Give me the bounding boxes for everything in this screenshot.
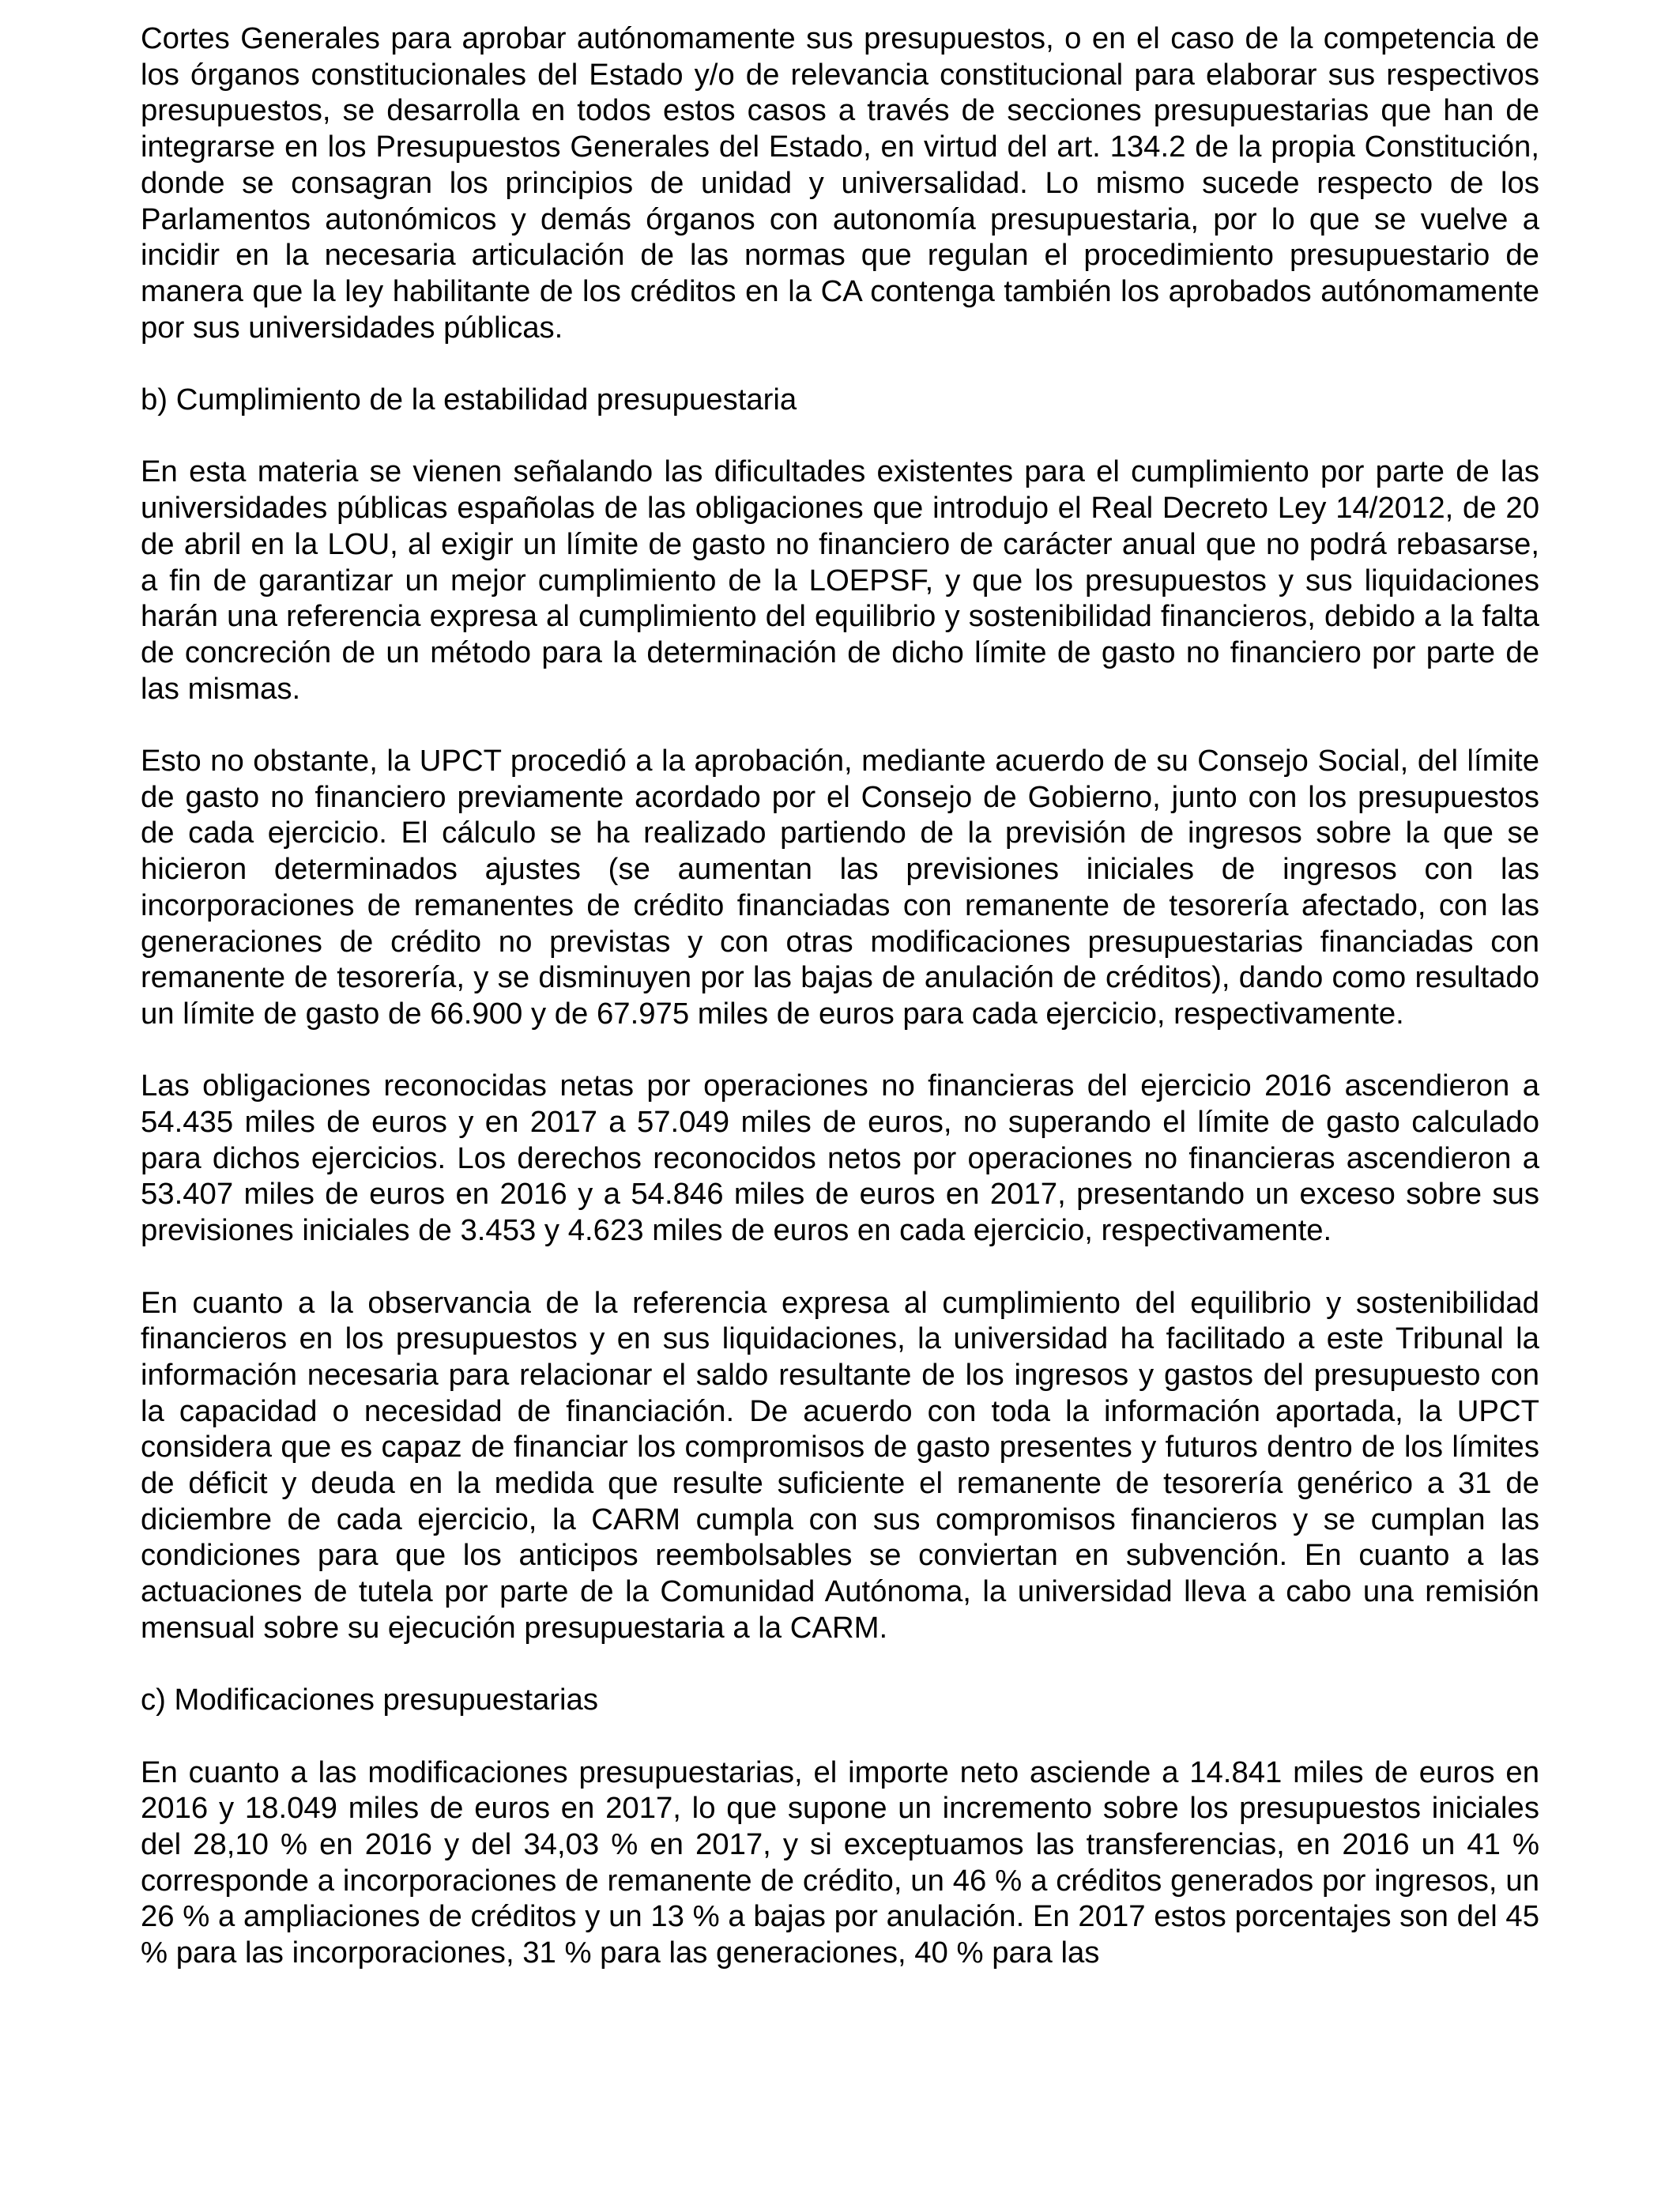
paragraph-cortes-generales: Cortes Generales para aprobar autónomamente sus presupuestos, o en el caso de la competencia de los órganos constitucionales del Estado y/o de relevancia constitucional para elaborar sus respectivos presupuestos, se desarrolla en todos estos casos a través de secciones presupuestarias que han de integrarse en los Presupuestos Generales del Estado, en virtud del art. 134.2 de la propia Constitución, donde se consagran los principios de unidad y universalidad. Lo mismo sucede respecto de los Parlamentos autonómicos y demás órganos con autonomía presupuestaria, por lo que se vuelve a incidir en la necesaria articulación de las normas que regulan el procedimiento presupuestario de manera que la ley habilitante de los créditos en la CA contenga también los aprobados autónomamente por sus universidades públicas. [141,21,1539,345]
paragraph-limite-gasto: Esto no obstante, la UPCT procedió a la aprobación, mediante acuerdo de su Consejo Social, del límite de gasto no financiero previamente acordado por el Consejo de Gobierno, junto con los presupuestos de cada ejercicio. El cálculo se ha realizado partiendo de la previsión de ingresos sobre la que se hicieron determinados ajustes (se aumentan las previsiones iniciales de ingresos con las incorporaciones de remanentes de crédito financiadas con remanente de tesorería afectado, con las generaciones de crédito no previstas y con otras modificaciones presupuestarias financiadas con remanente de tesorería, y se disminuyen por las bajas de anulación de créditos), dando como resultado un límite de gasto de 66.900 y de 67.975 miles de euros para cada ejercicio, respectivamente. [141,744,1539,1031]
section-heading-estabilidad: b) Cumplimiento de la estabilidad presupuestaria [141,383,797,417]
paragraph-dificultades-rdl: En esta materia se vienen señalando las dificultades existentes para el cumplimiento por parte de las universidades públicas españolas de las obligaciones que introdujo el Real Decreto Ley 14/2012, de 20 de abril en la LOU, al exigir un límite de gasto no financiero de carácter anual que no podrá rebasarse, a fin de garantizar un mejor cumplimiento de la LOEPSF, y que los presupuestos y sus liquidaciones harán una referencia expresa al cumplimiento del equilibrio y sostenibilidad financieros, debido a la falta de concreción de un método para la determinación de dicho límite de gasto no financiero por parte de las mismas. [141,454,1539,706]
paragraph-obligaciones-derechos: Las obligaciones reconocidas netas por operaciones no financieras del ejercicio 2016 ascendieron a 54.435 miles de euros y en 2017 a 57.049 miles de euros, no superando el límite de gasto calculado para dichos ejercicios. Los derechos reconocidos netos por operaciones no financieras ascendieron a 53.407 miles de euros en 2016 y a 54.846 miles de euros en 2017, presentando un exceso sobre sus previsiones iniciales de 3.453 y 4.623 miles de euros en cada ejercicio, respectivamente. [141,1069,1539,1248]
section-heading-modificaciones: c) Modificaciones presupuestarias [141,1683,598,1717]
document-page [141,21,1539,1971]
paragraph-modificaciones-importe: En cuanto a las modificaciones presupuestarias, el importe neto asciende a 14.841 miles de euros en 2016 y 18.049 miles de euros en 2017, lo que supone un incremento sobre los presupuestos iniciales del 28,10 % en 2016 y del 34,03 % en 2017, y si exceptuamos las transferencias, en 2016 un 41 % corresponde a incorporaciones de remanente de crédito, un 46 % a créditos generados por ingresos, un 26 % a ampliaciones de créditos y un 13 % a bajas por anulación. En 2017 estos porcentajes son del 45 % para las incorporaciones, 31 % para las generaciones, 40 % para las [141,1755,1539,1970]
paragraph-equilibrio-sostenibilidad: En cuanto a la observancia de la referencia expresa al cumplimiento del equilibrio y sostenibilidad financieros en los presupuestos y en sus liquidaciones, la universidad ha facilitado a este Tribunal la información necesaria para relacionar el saldo resultante de los ingresos y gastos del presupuesto con la capacidad o necesidad de financiación. De acuerdo con toda la información aportada, la UPCT considera que es capaz de financiar los compromisos de gasto presentes y futuros dentro de los límites de déficit y deuda en la medida que resulte suficiente el remanente de tesorería genérico a 31 de diciembre de cada ejercicio, la CARM cumpla con sus compromisos financieros y se cumplan las condiciones para que los anticipos reembolsables se conviertan en subvención. En cuanto a las actuaciones de tutela por parte de la Comunidad Autónoma, la universidad lleva a cabo una remisión mensual sobre su ejecución presupuestaria a la CARM. [141,1285,1539,1645]
